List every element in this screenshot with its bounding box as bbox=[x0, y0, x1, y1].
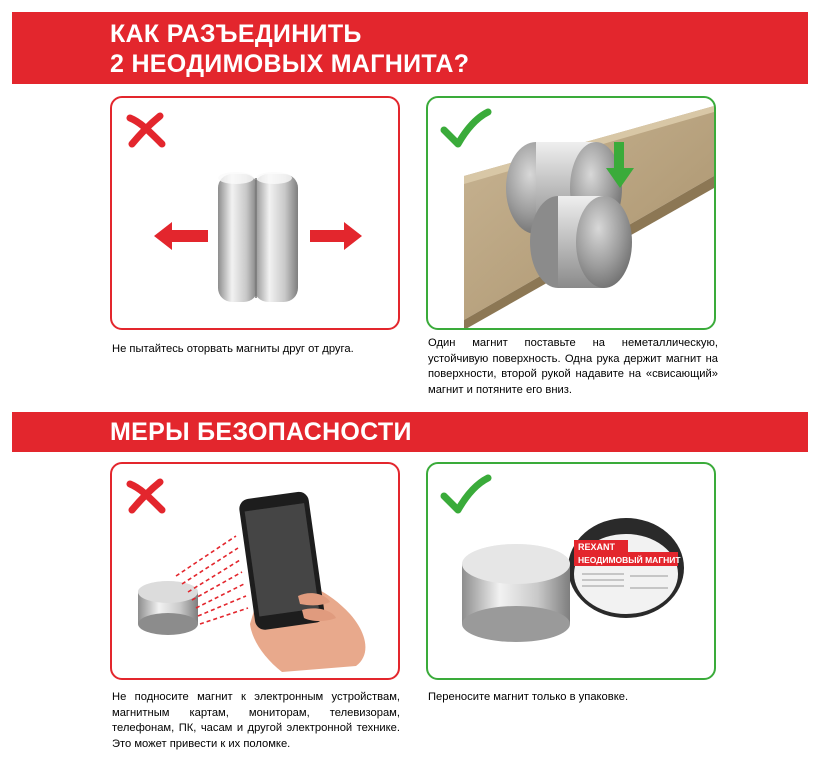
check-icon bbox=[440, 108, 492, 150]
caption-wrong-electronics: Не подносите магнит к электронным устройствам, магнитным картам, мониторам, телевизорам, телефонам, ПК, часам и другой электронной технике. Это может привести к их поломке. bbox=[112, 691, 400, 750]
caption-wrong-pull: Не пытайтесь оторвать магниты друг от друга. bbox=[112, 343, 354, 355]
package-brand: REXANT bbox=[578, 542, 616, 552]
header-banner bbox=[12, 12, 808, 84]
cross-icon bbox=[126, 478, 166, 514]
header-title-line1: КАК РАЗЪЕДИНИТЬ bbox=[110, 20, 362, 48]
header-title bbox=[110, 19, 469, 79]
caption-right-separate: Один магнит поставьте на неметаллическую, устойчивую поверхность. Одна рука держит магнит на поверхности, второй рукой надавите на «свисающий» магнит и потяните его вниз. bbox=[428, 337, 718, 396]
package-label: НЕОДИМОВЫЙ МАГНИТ bbox=[578, 555, 681, 565]
safety-title: МЕРЫ БЕЗОПАСНОСТИ bbox=[110, 418, 412, 446]
check-icon bbox=[440, 474, 492, 516]
caption-right-package: Переносите магнит только в упаковке. bbox=[428, 691, 629, 703]
safety-banner bbox=[12, 412, 808, 452]
header-title-line2: 2 НЕОДИМОВЫХ МАГНИТА? bbox=[110, 50, 470, 78]
cross-icon bbox=[126, 112, 166, 148]
